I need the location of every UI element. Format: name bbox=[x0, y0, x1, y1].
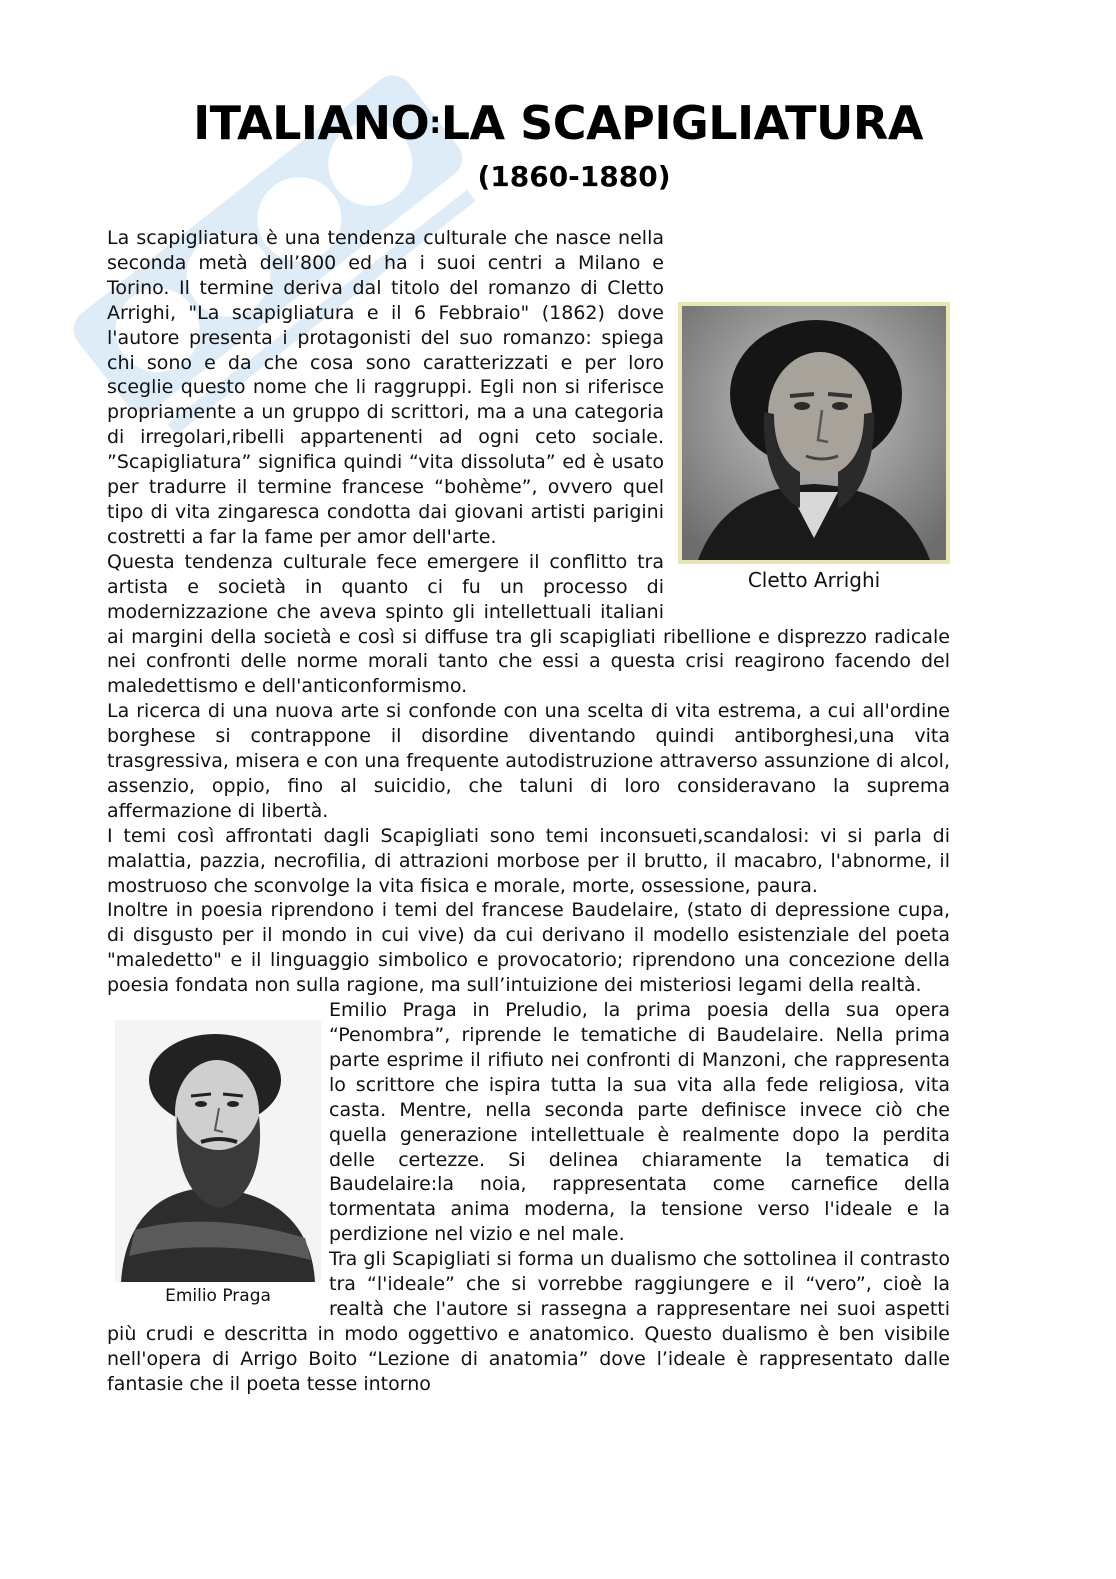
portrait-engraving-icon bbox=[115, 1020, 321, 1282]
paragraph-3: La ricerca di una nuova arte si confonde con una scelta di vita estrema, a cui all'ordine borghese si contrappone il disordine diventando quindi antiborghesi,una vita trasgressiva, misera e con una frequente autodistruzione attraverso assunzione di alcol, assenzio, oppio, fino al suicidio, che taluni di loro consideravano la suprema affermazione di libertà. bbox=[107, 700, 950, 822]
page-title: ITALIANO:LA SCAPIGLIATURA bbox=[193, 96, 923, 150]
figure-emilio-praga bbox=[107, 1020, 329, 1310]
figure-cletto-arrighi bbox=[678, 302, 950, 610]
page-subtitle: (1860-1880) bbox=[477, 160, 671, 193]
caption-cletto-arrighi: Cletto Arrighi bbox=[747, 568, 881, 592]
paragraph-4: I temi così affrontati dagli Scapigliati sono temi inconsueti,scandalosi: vi si parla di malattia, pazzia, necrofilia, di attrazioni morbose per il brutto, il macabro, l'abnorme, il mostruoso che sconvolge la vita fisica e morale, morte, ossessione, paura. bbox=[107, 824, 950, 897]
paragraph-5: Inoltre in poesia riprendono i temi del francese Baudelaire, (stato di depressione cupa, di disgusto per il mondo in cui vive) da cui derivano il modello esistenziale del poeta "maledetto" e il linguaggio simbolico e provocatorio; riprendono una concezione della poesia fondata non sulla ragione, ma sull’intuizione dei misteriosi legami della realtà. bbox=[107, 899, 950, 997]
caption-emilio-praga: Emilio Praga bbox=[165, 1286, 271, 1307]
portrait-photo-icon bbox=[678, 302, 950, 564]
paragraph-7: Tra gli Scapigliati si forma un dualismo che sottolinea il contrasto tra “l'ideale” che si vorrebbe raggiungere e il “vero”, cioè la realtà che l'autore si rassegna a rappresentare nei suoi aspetti più crudi e descritta in modo oggettivo e anatomico. Questo dualismo è ben visibile nell'opera di Arrigo Boito “Lezione di anatomia” dove l’ideale è rappresentato dalle fantasie che il poeta tesse intorno bbox=[107, 1248, 950, 1395]
paragraph-2: Questa tendenza culturale fece emergere il conflitto tra artista e società in quanto ci fu un processo di modernizzazione che aveva spinto gli intellettuali italiani ai margini della società e così si diffuse tra gli scapigliati ribellione e disprezzo radicale nei confronti delle norme morali tanto che essi a questa crisi reagirono facendo del maledettismo e dell'anticonformismo. bbox=[107, 550, 950, 698]
paragraph-1: La scapigliatura è una tendenza culturale che nasce nella seconda metà dell’800 ed ha i suoi centri a Milano e Torino. Il termine deriva dal titolo del romanzo di Cletto Arrighi, "La scapigliatura e il 6 Febbraio" (1862) dove l'autore presenta i protagonisti del suo romanzo: spiega chi sono e da che cosa sono caratterizzati e per loro sceglie questo nome che li raggruppi. Egli non si riferisce propriamente a un gruppo di scrittori, ma a una categoria di irregolari,ribelli appartenenti ad ogni ceto sociale. ”Scapigliatura” significa quindi “vita dissoluta” ed è usato per tradurre il termine francese “bohème”, ovvero quel tipo di vita zingaresca condotta dai giovani artisti parigini costretti a far la fame per amor dell'arte. bbox=[107, 227, 664, 548]
paragraph-6: Emilio Praga in Preludio, la prima poesia della sua opera “Penombra”, riprende le tematiche di Baudelaire. Nella prima parte esprime il rifiuto nei confronti di Manzoni, che rappresenta lo scrittore che ispira tutta la sua vita alla fede religiosa, vita casta. Mentre, nella seconda parte definisce invece ciò che quella generazione intellettuale è realmente dopo la perdita delle certezze. Si delinea chiaramente la tematica di Baudelaire:la noia, rappresentata come carnefice della tormentata anima moderna, la tensione verso l'ideale e la perdizione nel vizio e nel male. bbox=[329, 999, 950, 1246]
document-body bbox=[107, 226, 950, 1397]
